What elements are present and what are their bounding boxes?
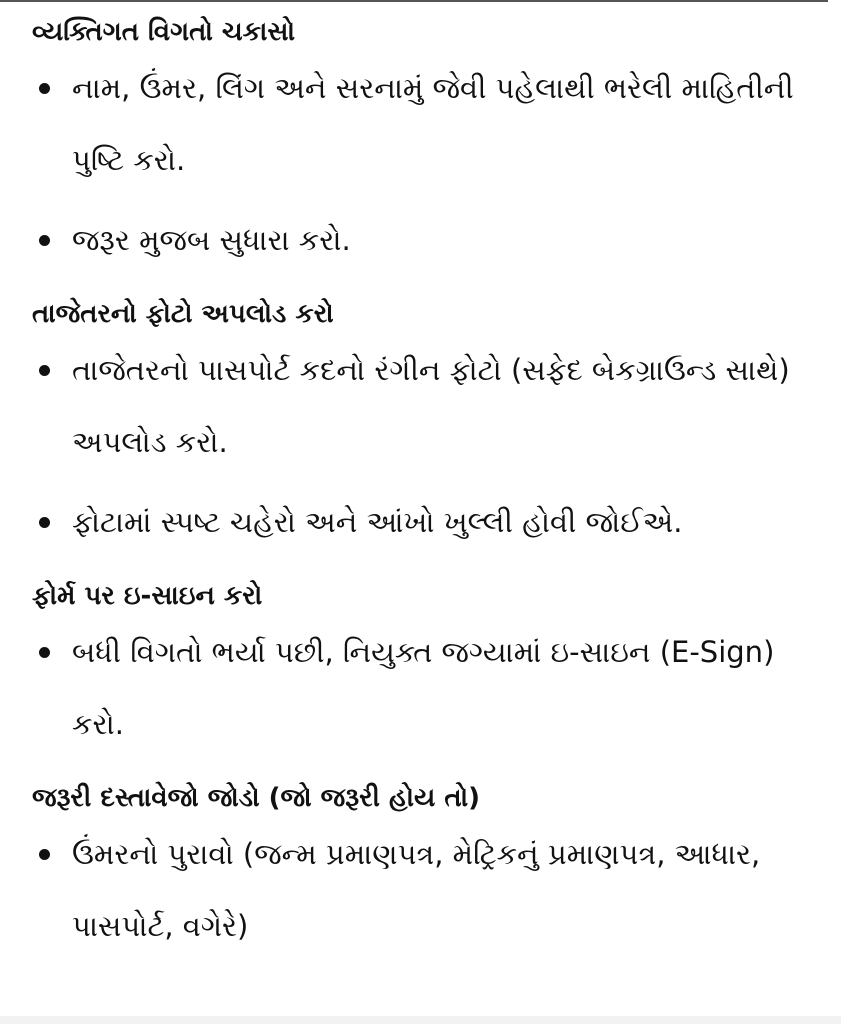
list-item-text: તાજેતરનો પાસપોર્ટ કદનો રંગીન ફોટો (સફેદ બેકગ્રાઉન્ડ સાથે) અપલોડ કરો. — [72, 353, 790, 459]
section-heading: વ્યક્તિગત વિગતો ચકાસો — [32, 17, 295, 47]
list-item-text: નામ, ઉંમર, લિંગ અને સરનામું જેવી પહેલાથી ભરેલી માહિતીની પુષ્ટિ કરો. — [72, 71, 794, 177]
section-verify-personal-details — [32, 12, 812, 276]
bullet-list — [32, 818, 812, 962]
bullet-icon — [39, 235, 50, 246]
bottom-bar — [0, 1016, 841, 1024]
list-item-text: ફોટામાં સ્પષ્ટ ચહેરો અને આંખો ખુલ્લી હોવી જોઈએ. — [72, 505, 683, 539]
bullet-icon — [39, 647, 50, 658]
bullet-icon — [39, 83, 50, 94]
section-e-sign-form — [32, 576, 812, 760]
section-attach-documents — [32, 778, 812, 962]
section-heading: તાજેતરનો ફોટો અપલોડ કરો — [32, 299, 334, 329]
list-item — [32, 616, 812, 760]
bullet-list — [32, 334, 812, 558]
list-item-text: જરૂર મુજબ સુધારા કરો. — [72, 223, 351, 257]
list-item-text: બધી વિગતો ભર્યા પછી, નિયુક્ત જગ્યામાં ઇ-સાઇન (E-Sign) કરો. — [72, 635, 775, 741]
instructions-content — [32, 12, 812, 962]
bullet-list — [32, 616, 812, 760]
top-divider — [0, 0, 828, 2]
list-item — [32, 52, 812, 196]
bullet-list — [32, 52, 812, 276]
list-item — [32, 486, 812, 558]
section-upload-photo — [32, 294, 812, 558]
bullet-icon — [39, 365, 50, 376]
list-item — [32, 204, 812, 276]
section-heading: ફોર્મ પર ઇ-સાઇન કરો — [32, 581, 263, 611]
section-heading: જરૂરી દસ્તાવેજો જોડો (જો જરૂરી હોય તો) — [32, 783, 480, 813]
list-item-text: ઉંમરનો પુરાવો (જન્મ પ્રમાણપત્ર, મેટ્રિકનું પ્રમાણપત્ર, આધાર, પાસપોર્ટ, વગેરે) — [72, 837, 761, 943]
bullet-icon — [39, 849, 50, 860]
bullet-icon — [39, 517, 50, 528]
list-item — [32, 334, 812, 478]
list-item — [32, 818, 812, 962]
